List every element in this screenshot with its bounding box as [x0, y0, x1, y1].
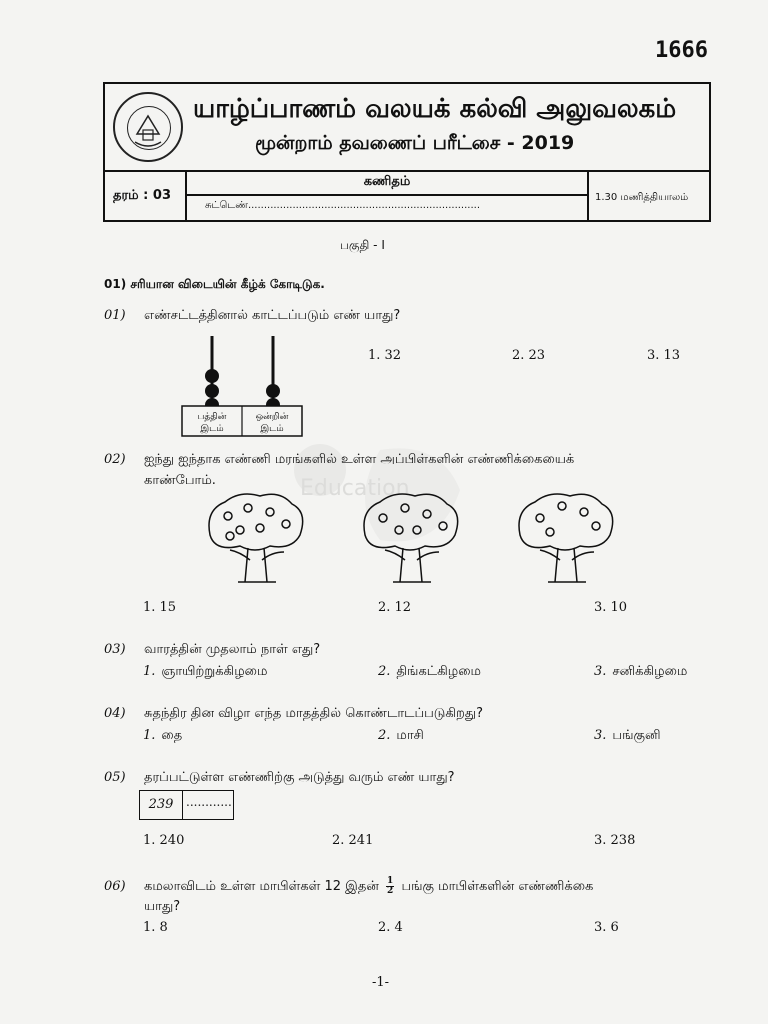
apple-tree: [209, 494, 303, 582]
q4-option-2[interactable]: 2. மாசி: [378, 728, 424, 743]
info-bar: [103, 170, 711, 222]
exam-title: மூன்றாம் தவணைப் பரீட்சை - 2019: [255, 132, 575, 154]
q6-option-1[interactable]: 1. 8: [143, 920, 168, 935]
abacus-bead: [205, 369, 219, 383]
abacus-bead: [266, 384, 280, 398]
duration-label: 1.30 மணித்தியாலம்: [587, 172, 711, 220]
q1-option-1[interactable]: 1. 32: [368, 348, 402, 363]
question-2: 02) ஐந்து ஐந்தாக எண்ணி மரங்களில் உள்ள அப்பிள்களின் எண்ணிக்கையைக்: [104, 452, 575, 467]
question-5: 05) தரப்பட்டுள்ள எண்ணிற்கு அடுத்து வரும் எண் யாது?: [104, 770, 455, 785]
page-number: -1-: [372, 975, 390, 990]
q5-option-1[interactable]: 1. 240: [143, 833, 185, 848]
number-box: [139, 790, 234, 820]
ones-label-2: இடம்: [260, 424, 284, 434]
given-number: 239: [140, 791, 183, 819]
q6-option-3[interactable]: 3. 6: [594, 920, 619, 935]
ones-label: ஒன்றின்: [255, 412, 289, 422]
abacus-figure: [180, 330, 305, 440]
index-number-field[interactable]: சுட்டெண்.........................................................................: [205, 200, 480, 211]
q2-option-2[interactable]: 2. 12: [378, 600, 412, 615]
question-1: 01) எண்சட்டத்தினால் காட்டப்படும் எண் யாது?: [104, 308, 401, 323]
q5-option-2[interactable]: 2. 241: [332, 833, 374, 848]
apple-tree: [519, 494, 613, 582]
section-title: பகுதி - I: [340, 238, 385, 252]
paper-code: 1666: [655, 38, 708, 63]
q2-option-3[interactable]: 3. 10: [594, 600, 628, 615]
answer-blank[interactable]: ............: [186, 795, 232, 809]
question-4: 04) சுதந்திர தின விழா எந்த மாதத்தில் கொண்டாடப்படுகிறது?: [104, 706, 484, 721]
subject-cell: [187, 172, 587, 220]
q3-option-1[interactable]: 1. ஞாயிற்றுக்கிழமை: [143, 664, 268, 679]
subject-title: கணிதம்: [187, 172, 587, 196]
question-3: 03) வாரத்தின் முதலாம் நாள் எது?: [104, 642, 321, 657]
q3-option-3[interactable]: 3. சனிக்கிழமை: [594, 664, 688, 679]
grade-label: தரம் : 03: [105, 172, 187, 220]
office-name: யாழ்ப்பாணம் வலயக் கல்வி அலுவலகம்: [193, 94, 677, 124]
q2-option-1[interactable]: 1. 15: [143, 600, 177, 615]
fraction: $\frac{1}{2}$: [387, 876, 394, 896]
q1-option-2[interactable]: 2. 23: [512, 348, 546, 363]
question-6-line-2: யாது?: [144, 899, 181, 914]
q5-option-3[interactable]: 3. 238: [594, 833, 636, 848]
apple-trees-figure: [200, 490, 700, 590]
question-6: 06) கமலாவிடம் உள்ள மாபிள்கள் 12 இதன் $\frac{1}{2}$ பங்கு மாபிள்களின் எண்ணிக்கை: [104, 876, 594, 896]
q4-option-1[interactable]: 1. தை: [143, 728, 183, 743]
apple-tree: [364, 494, 458, 582]
question-2-line-2: காண்போம்.: [144, 473, 216, 488]
instruction: 01) சரியான விடையின் கீழ்க் கோடிடுக.: [104, 277, 325, 291]
tens-label-2: இடம்: [200, 424, 224, 434]
watermark-text: Education: [300, 476, 410, 501]
education-office-logo: [113, 92, 183, 162]
q4-option-3[interactable]: 3. பங்குனி: [594, 728, 661, 743]
abacus-bead: [205, 384, 219, 398]
q3-option-2[interactable]: 2. திங்கட்கிழமை: [378, 664, 481, 679]
q6-option-2[interactable]: 2. 4: [378, 920, 403, 935]
tens-label: பத்தின்: [197, 412, 227, 422]
exam-header: [103, 82, 711, 172]
q1-option-3[interactable]: 3. 13: [647, 348, 681, 363]
